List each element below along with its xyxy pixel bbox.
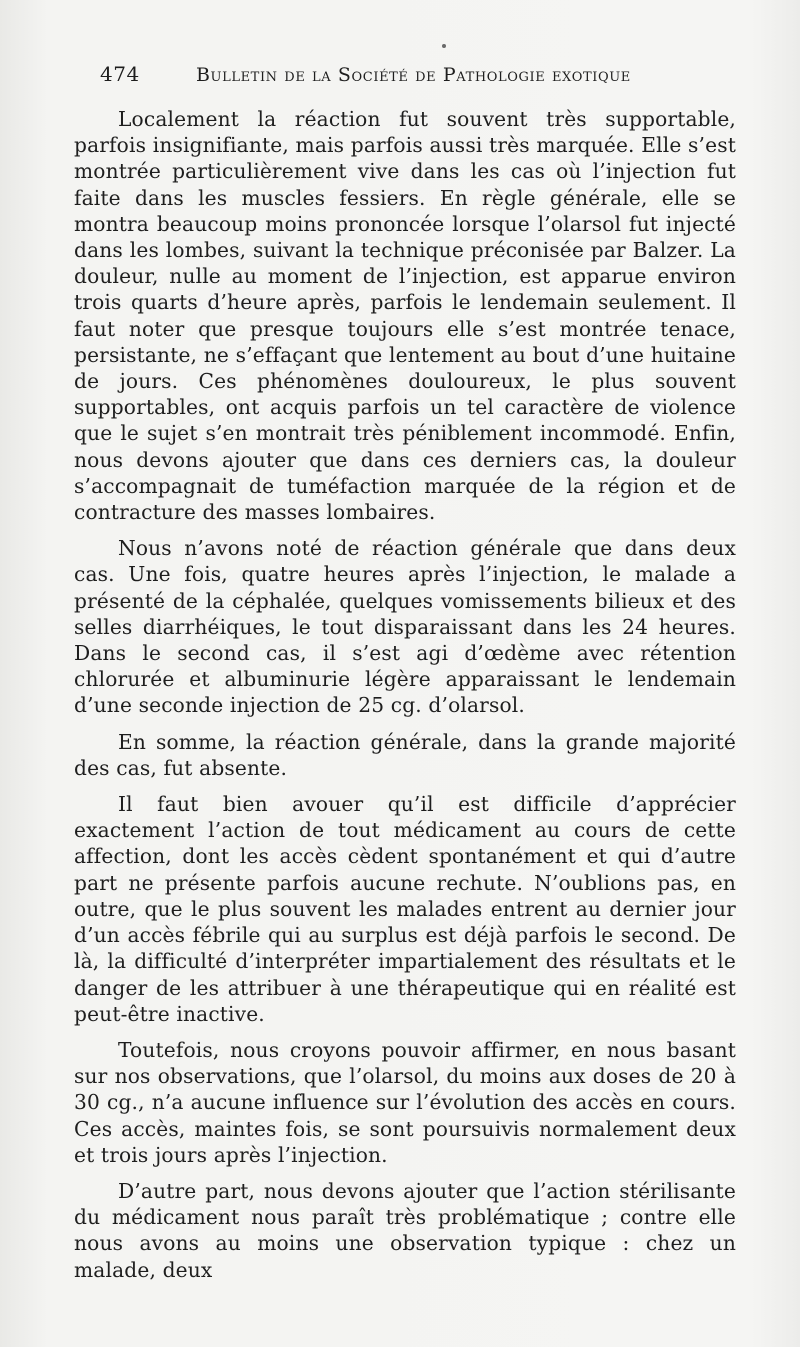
paragraph-no-influence: Toutefois, nous croyons pouvoir affirmer, en nous basant sur nos observations, que l’olarsol, du moins aux doses de 20 à 30 cg., n’a aucune influence sur l’évolution des accès en cours. Ces accès, maintes fois, se sont poursuivis normalement deux et trois jours après l’injection. xyxy=(74,1037,736,1167)
paragraph-summary: En somme, la réaction générale, dans la grande majorité des cas, fut absente. xyxy=(74,729,736,780)
page-number: 474 xyxy=(100,62,140,86)
paragraph-assessment-difficulty: Il faut bien avouer qu’il est difficile d’apprécier exactement l’action de tout médicament au cours de cette affection, dont les accès cèdent spontanément et qui d’autre part ne présente parfois aucune rechute. N’oublions pas, en outre, que le plus souvent les malades entrent au dernier jour d’un accès fébrile qui au surplus est déjà parfois le second. De là, la difficulté d’interpréter impartialement des résultats et le danger de les attribuer à une thérapeutique qui en réalité est peut-être inactive. xyxy=(74,792,736,1026)
paragraph-local-reaction: Localement la réaction fut souvent très supportable, parfois insignifiante, mais parfois aussi très marquée. Elle s’est montrée particulièrement vive dans les cas où l’injection fut faite dans les muscles fessiers. En règle générale, elle se montra beaucoup moins prononcée lorsque l’olarsol fut injecté dans les lombes, suivant la technique préconisée par Balzer. La douleur, nulle au moment de l’injection, est apparue environ trois quarts d’heure après, parfois le lendemain seulement. Il faut noter que presque toujours elle s’est montrée tenace, persistante, ne s’effaçant que lentement au bout d’une huitaine de jours. Ces phénomènes douloureux, le plus souvent supportables, ont acquis parfois un tel caractère de violence que le sujet s’en montrait très péniblement incommodé. Enfin, nous devons ajouter que dans ces derniers cas, la douleur s’accompagnait de tuméfaction marquée de la région et de contracture des masses lombaires. xyxy=(74,107,736,525)
article-body xyxy=(74,106,736,1283)
print-speck xyxy=(442,44,446,48)
paragraph-general-reaction: Nous n’avons noté de réaction générale que dans deux cas. Une fois, quatre heures après l’injection, le malade a présenté de la céphalée, quelques vomissements bilieux et des selles diarrhéiques, le tout disparaissant dans les 24 heures. Dans le second cas, il s’est agi d’œdème avec rétention chlorurée et albuminurie légère apparaissant le lendemain d’une seconde injection de 25 cg. d’olarsol. xyxy=(74,536,736,718)
paragraph-sterilising-action: D’autre part, nous devons ajouter que l’action stérilisante du médicament nous paraît très problématique ; contre elle nous avons au moins une observation typique : chez un malade, deux xyxy=(74,1178,736,1282)
page-header xyxy=(100,62,740,92)
running-head: Bulletin de la Société de Pathologie exotique xyxy=(196,64,631,86)
